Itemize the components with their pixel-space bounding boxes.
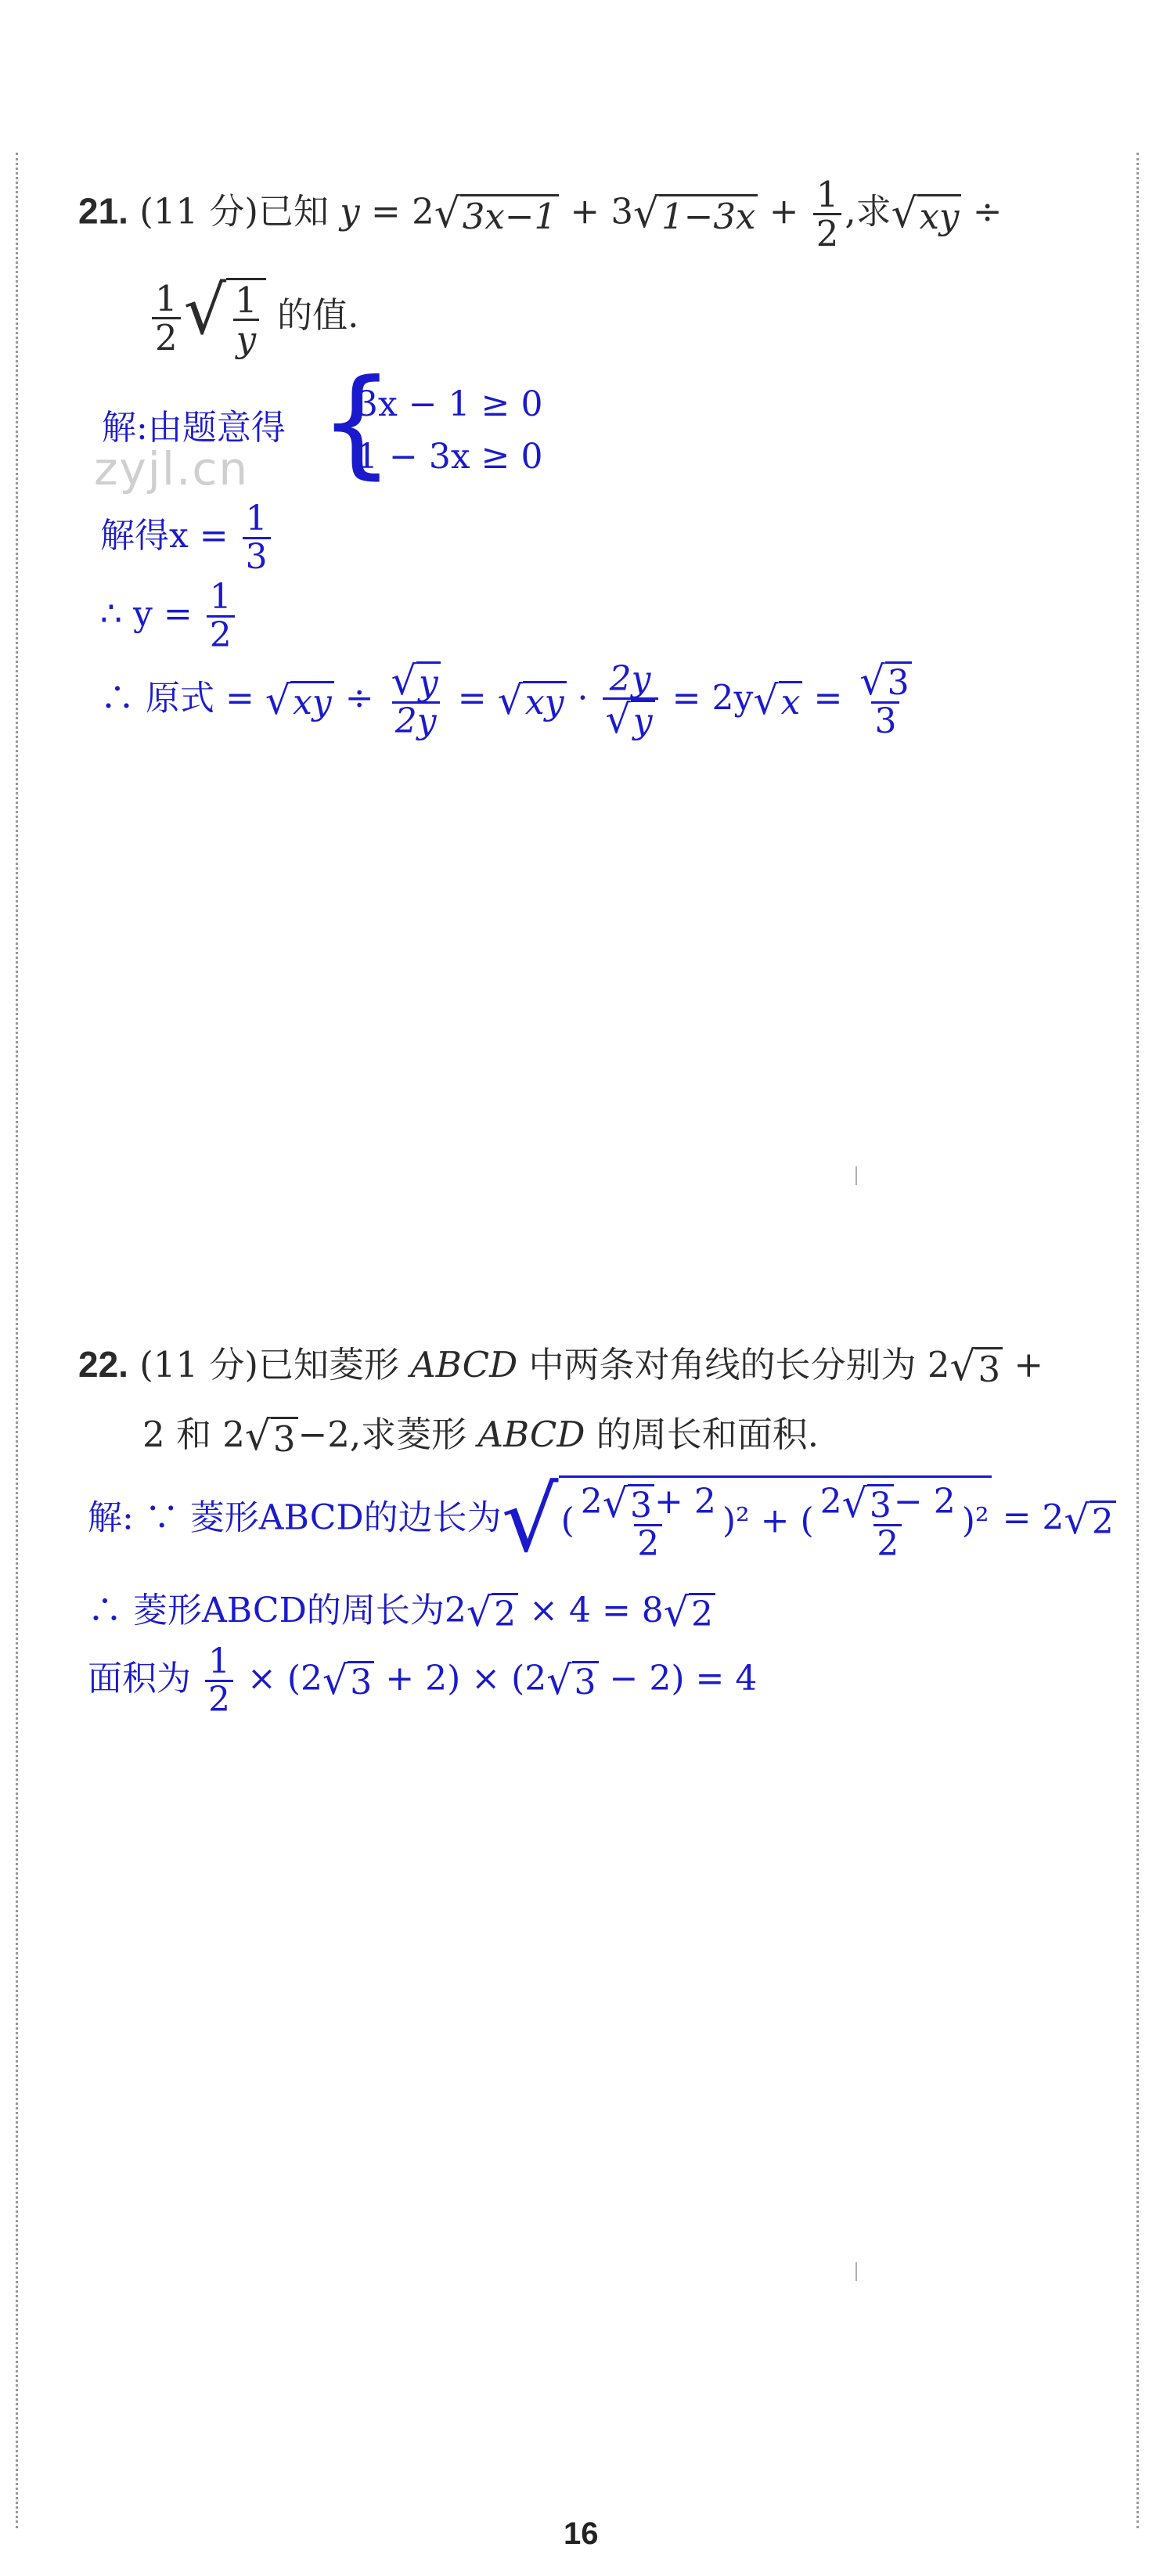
q21-line1: 21. (11 分)已知 y = 2 √ 3x−1 + 3 √ 1−3x + $\frac{1}{2}$ ,求 √ xy ÷ <box>78 174 1003 255</box>
q22-line1: 22. (11 分)已知菱形 ABCD 中两条对角线的长分别为 2 √ 3 + <box>78 1343 1044 1391</box>
question-score: (11 分) <box>139 190 258 232</box>
left-binding-line <box>16 153 18 2528</box>
right-binding-line <box>1136 153 1139 2528</box>
fraction-coef: $\frac{1}{2}$ <box>152 280 181 357</box>
system-eq1: 3x − 1 ≥ 0 <box>356 384 543 424</box>
q22-line2: 2 和 2 √ 3 −2,求菱形 ABCD 的周长和面积. <box>142 1413 819 1461</box>
a21-line4: ∴ 原式 = √ xy ÷ √ y 2y = √ xy · 2y √ y = 2y √ x = √ 3 3 <box>100 661 918 740</box>
question-score: (11 分) <box>139 1344 258 1385</box>
tick-mark <box>855 2262 857 2281</box>
a21-line1-label: 解:由题意得 <box>102 408 286 448</box>
sqrt-3x-1: √ 3x−1 <box>434 194 559 235</box>
sqrt-xy: √ xy <box>891 194 962 235</box>
a22-line3: 面积为 $\frac{1}{2}$ × (2 √ 3 + 2) × (2 √ 3 − 2) = 4 <box>88 1641 758 1720</box>
watermark: zyjl.cn <box>94 442 250 495</box>
system-eq2: 1 − 3x ≥ 0 <box>356 437 543 477</box>
fraction-half: $\frac{1}{2}$ <box>813 176 842 253</box>
a22-line2: ∴ 菱形ABCD的周长为2 √ 2 × 4 = 8 √ 2 <box>88 1593 715 1633</box>
a22-line1: 解: ∵ 菱形ABCD的边长为 √ ( 2 √ 3 + 2 2 )² + ( 2 √ 3 − 2 2 )² = 2 √ 2 <box>88 1475 1116 1565</box>
sqrt-1-3x: √ 1−3x <box>633 194 758 235</box>
question-number: 21. <box>78 190 128 232</box>
q21-line2: $\frac{1}{2}$ √ $\frac{1}{y}$ 的值. <box>149 278 358 358</box>
question-number: 22. <box>78 1344 128 1385</box>
a21-line3: ∴ y = $\frac{1}{2}$ <box>100 579 238 654</box>
page-number: 16 <box>564 2517 599 2551</box>
tick-mark <box>855 1166 857 1185</box>
a21-line2: 解得x = $\frac{1}{3}$ <box>100 501 274 575</box>
system-brace: { <box>319 355 394 491</box>
sqrt-one-over-y: √ $\frac{1}{y}$ <box>184 278 266 358</box>
